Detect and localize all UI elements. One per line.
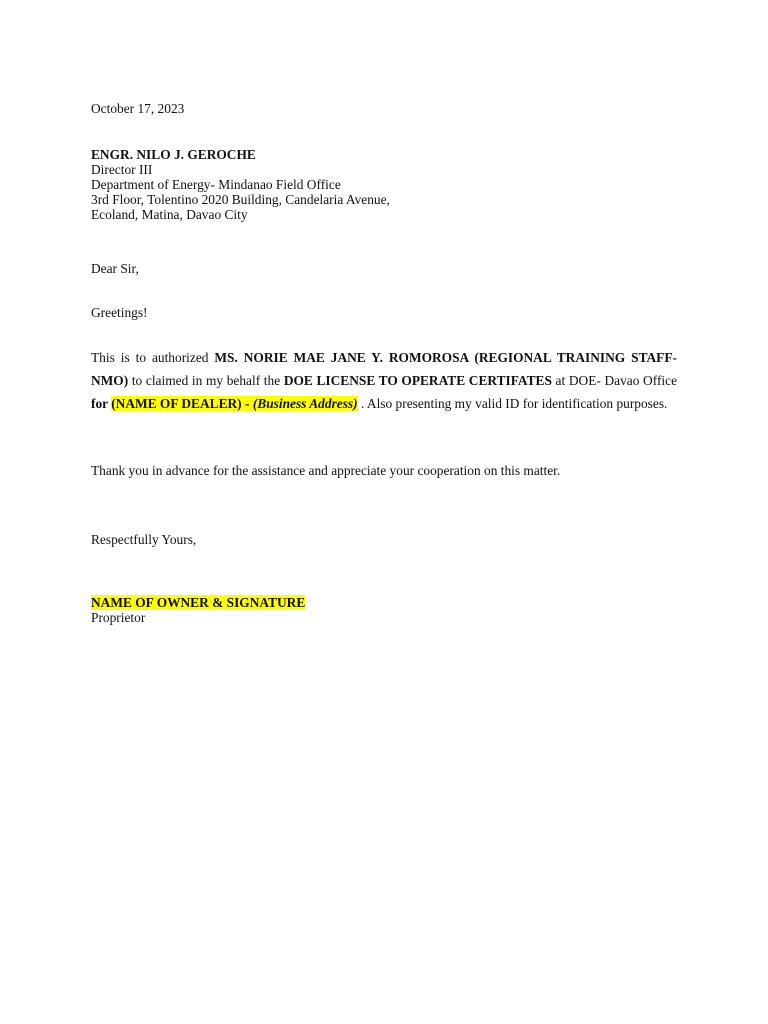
greeting: Greetings!: [91, 305, 148, 320]
body-text-4: . Also presenting my valid ID for identification purposes.: [357, 396, 668, 411]
body-paragraph-thanks: Thank you in advance for the assistance and appreciate your cooperation on this matter.: [91, 463, 561, 478]
signature-role: Proprietor: [91, 610, 146, 625]
letter-date: October 17, 2023: [91, 101, 185, 116]
salutation: Dear Sir,: [91, 261, 139, 276]
signature-name-placeholder: NAME OF OWNER & SIGNATURE: [91, 595, 306, 610]
license-document: DOE LICENSE TO OPERATE CERTIFATES: [283, 373, 552, 388]
for-label: for: [91, 396, 112, 411]
body-text-2: to claimed in my behalf the: [128, 373, 284, 388]
body-paragraph-authorization: [91, 346, 677, 415]
recipient-office: Department of Energy- Mindanao Field Office: [91, 177, 341, 192]
recipient-name: ENGR. NILO J. GEROCHE: [91, 147, 256, 162]
body-text-1: This is to authorized: [91, 350, 215, 365]
body-text-3: at DOE- Davao Office: [551, 373, 678, 388]
signature-name: [91, 595, 305, 610]
dealer-name-placeholder: (NAME OF DEALER) -: [111, 396, 253, 411]
recipient-address-line2: Ecoland, Matina, Davao City: [91, 207, 248, 222]
closing: Respectfully Yours,: [91, 532, 197, 547]
recipient-title: Director III: [91, 162, 153, 177]
recipient-address-line1: 3rd Floor, Tolentino 2020 Building, Candelaria Avenue,: [91, 192, 390, 207]
authorized-person: MS. NORIE MAE JANE Y. ROMOROSA (REGIONAL TRAINING STAFF- NMO): [91, 350, 677, 388]
business-address-placeholder: (Business Address): [252, 396, 358, 411]
